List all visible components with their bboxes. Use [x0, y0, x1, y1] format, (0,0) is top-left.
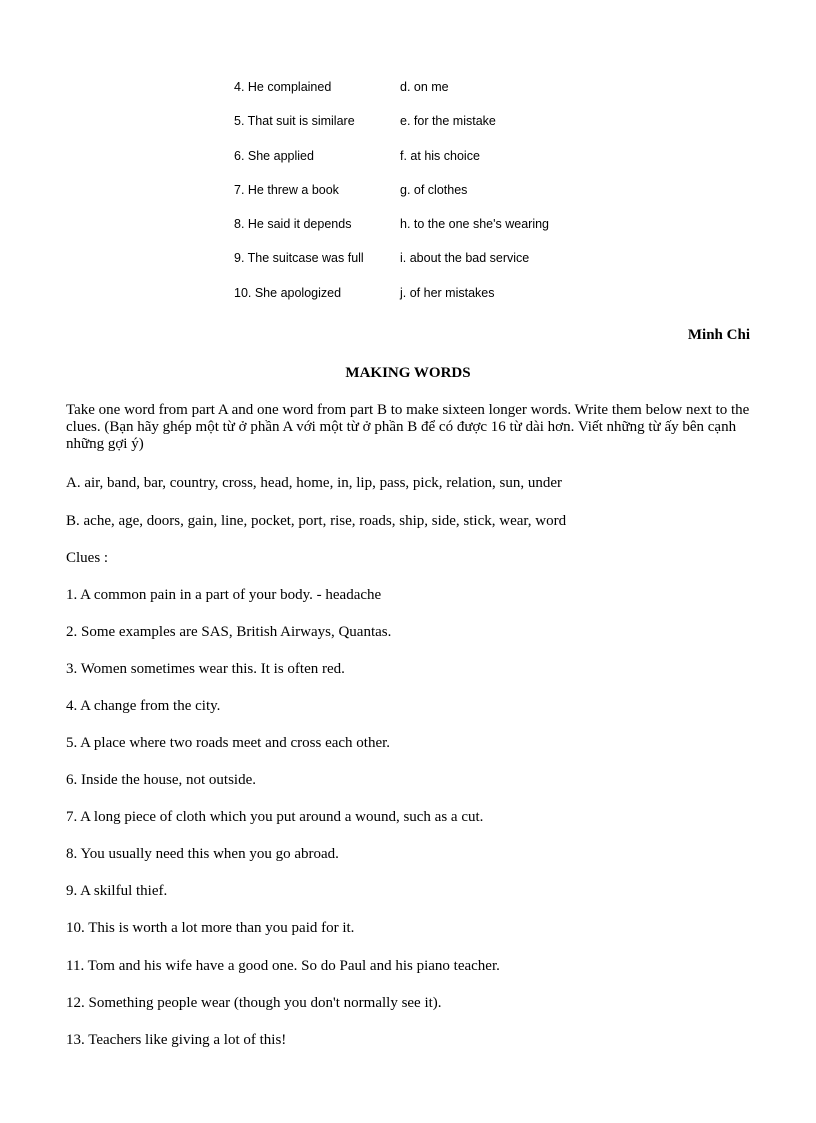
matching-right-item: g. of clothes	[400, 182, 468, 197]
clue-item: 8. You usually need this when you go abroad.	[66, 846, 339, 862]
clue-item: 4. A change from the city.	[66, 698, 221, 714]
matching-row	[234, 80, 600, 114]
matching-left-item: 5. That suit is similare	[234, 114, 355, 129]
section-title: MAKING WORDS	[345, 365, 471, 381]
matching-left-item: 9. The suitcase was full	[234, 251, 364, 266]
matching-right-item: d. on me	[400, 80, 449, 94]
matching-left-item: 8. He said it depends	[234, 217, 352, 232]
clue-item: 9. A skilful thief.	[66, 883, 168, 899]
clue-item: 1. A common pain in a part of your body. - headache	[66, 587, 382, 603]
matching-row	[234, 286, 600, 320]
matching-left-item: 10. She apologized	[234, 285, 342, 300]
matching-row	[234, 149, 600, 183]
matching-left-item: 7. He threw a book	[234, 182, 339, 197]
matching-left-item: 4. He complained	[234, 80, 332, 94]
clue-item: 6. Inside the house, not outside.	[66, 772, 256, 788]
matching-right-item: f. at his choice	[400, 148, 480, 163]
clue-item: 11. Tom and his wife have a good one. So do Paul and his piano teacher.	[66, 958, 500, 974]
matching-right-item: j. of her mistakes	[400, 285, 495, 300]
part-b-word-list: B. ache, age, doors, gain, line, pocket, port, rise, roads, ship, side, stick, wear, word	[66, 513, 567, 529]
matching-table	[234, 80, 600, 320]
matching-right-item: h. to the one she's wearing	[400, 217, 550, 232]
clue-item: 3. Women sometimes wear this. It is often red.	[66, 661, 345, 677]
matching-row	[234, 217, 600, 251]
part-a-word-list: A. air, band, bar, country, cross, head, home, in, lip, pass, pick, relation, sun, under	[66, 475, 563, 491]
clue-item: 2. Some examples are SAS, British Airways, Quantas.	[66, 624, 392, 640]
clue-item: 12. Something people wear (though you don't normally see it).	[66, 995, 442, 1011]
author-name: Minh Chi	[687, 327, 750, 343]
intro-paragraph: Take one word from part A and one word from part B to make sixteen longer words. Write them below next to the clues. (Bạn hãy ghép một từ ở phần A với một từ ở phần B để có được 16 từ dài hơn. Viết những từ ấy bên cạnh những gợi ý)	[66, 402, 750, 452]
matching-left-item: 6. She applied	[234, 148, 314, 163]
matching-row	[234, 183, 600, 217]
matching-right-item: e. for the mistake	[400, 114, 496, 129]
clues-label: Clues :	[66, 550, 109, 566]
matching-row	[234, 251, 600, 285]
clue-item: 5. A place where two roads meet and cross each other.	[66, 735, 391, 751]
clue-item: 10. This is worth a lot more than you paid for it.	[66, 920, 355, 936]
matching-row	[234, 114, 600, 148]
clue-item: 13. Teachers like giving a lot of this!	[66, 1032, 287, 1048]
clue-item: 7. A long piece of cloth which you put around a wound, such as a cut.	[66, 809, 484, 825]
matching-right-item: i. about the bad service	[400, 251, 530, 266]
